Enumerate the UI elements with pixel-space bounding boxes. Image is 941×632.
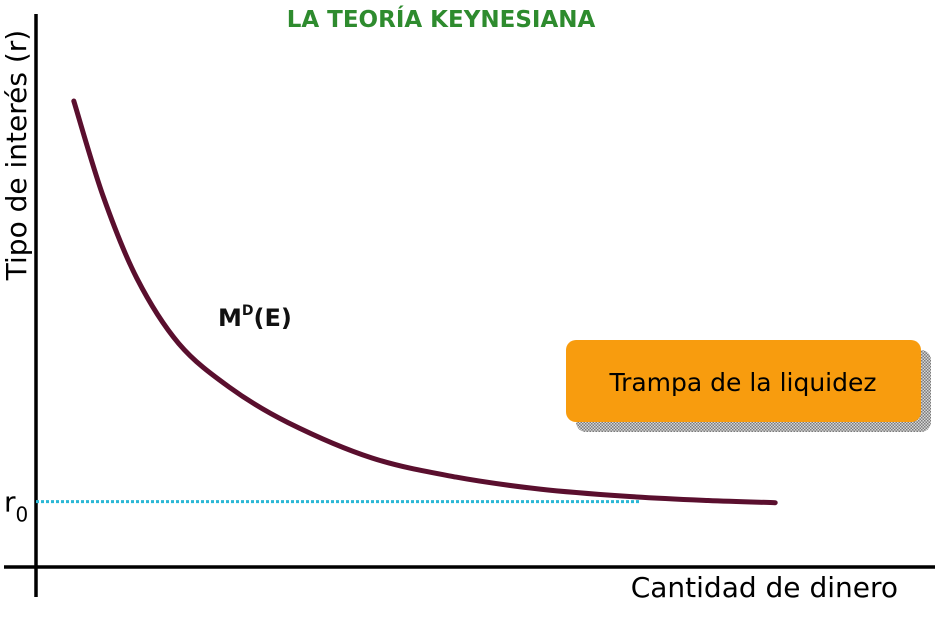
reference-line-label [4, 486, 28, 527]
y-axis-label: Tipo de interés (r) [0, 29, 33, 281]
annotation-text: Trampa de la liquidez [609, 368, 877, 397]
reference-label-main: r [4, 485, 16, 519]
series-line-md [74, 101, 775, 503]
chart-title: LA TEORÍA KEYNESIANA [286, 7, 596, 33]
reference-label-subscript: 0 [15, 502, 29, 527]
series-label-rest: (E) [253, 304, 292, 332]
series-label-superscript: D [241, 303, 254, 319]
x-axis-label: Cantidad de dinero [630, 571, 898, 604]
series-label-main: M [218, 304, 242, 332]
series-label-md [218, 303, 292, 332]
